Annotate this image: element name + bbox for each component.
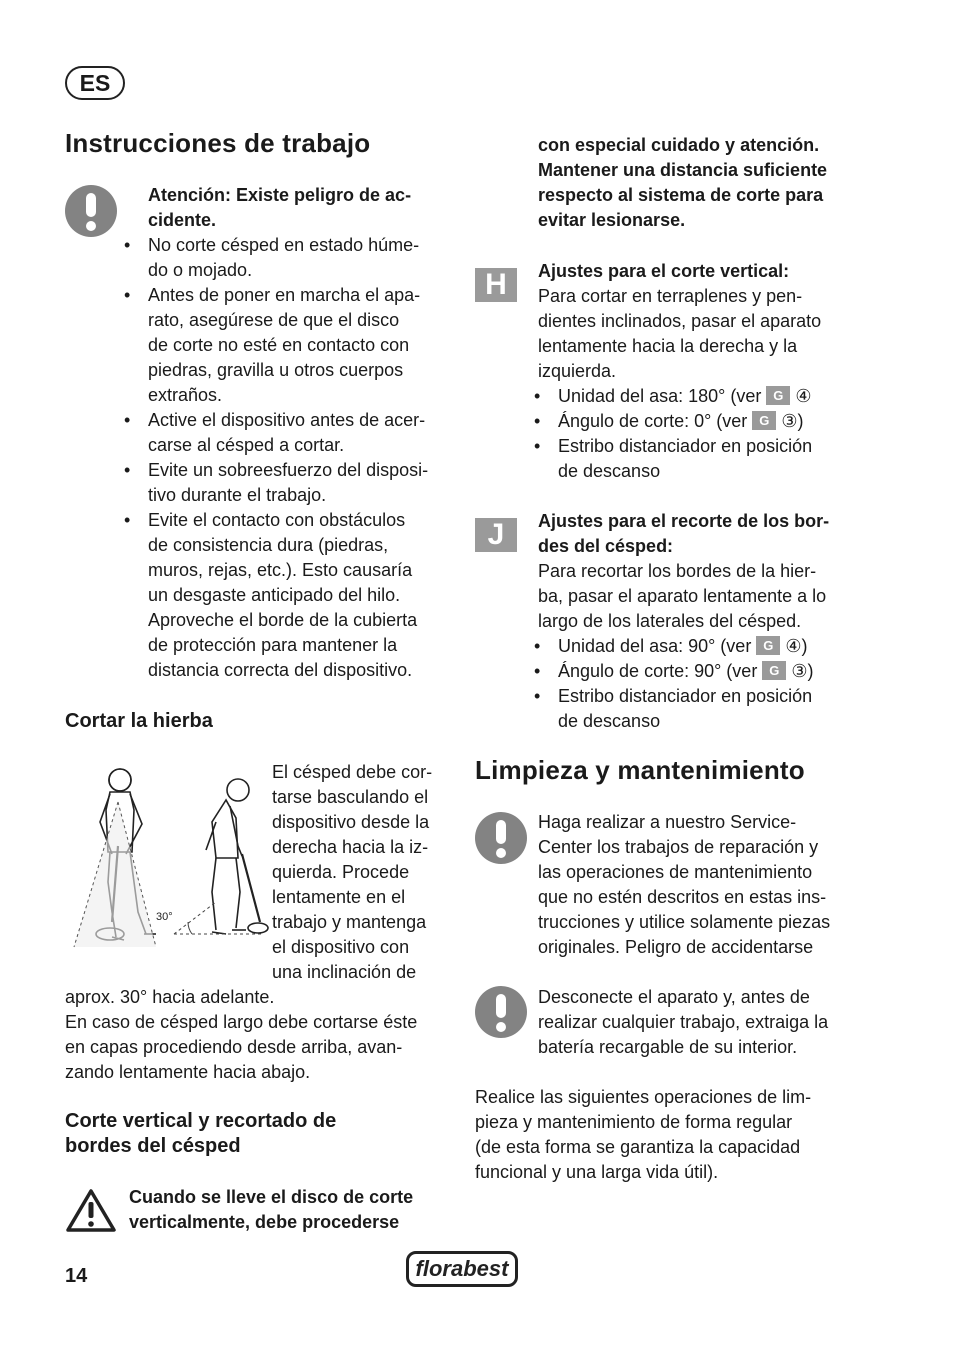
figure-ref-g: G xyxy=(756,636,780,655)
warning-icon xyxy=(65,185,117,237)
caution-triangle-icon xyxy=(65,1187,117,1233)
maintenance-warning-2: Desconecte el aparato y, antes de realizar cualquier trabajo, extraiga la batería recargable de su interior. xyxy=(538,987,829,1057)
maintenance-warning-1: Haga realizar a nuestro Service- Center los trabajos de reparación y las operaciones de mantenimiento que no estén descritos en estas ins- trucciones y utilice solamente piezas originales. Peligro de accidentarse xyxy=(538,812,831,957)
section-title-limpieza: Limpieza y mantenimiento xyxy=(475,755,805,785)
cut-heading: Cortar la hierba xyxy=(65,710,213,732)
h-section: Ajustes para el corte vertical: Para cortar en terraplenes y pen- dientes inclinados, pasar el aparato lentamente hacia la derecha y la izquierda. xyxy=(538,261,822,381)
j-section: Ajustes para el recorte de los bor- des del césped: Para recortar los bordes de la hier- ba, pasar el aparato lentamente a lo largo de los laterales del césped. xyxy=(538,511,830,631)
cut-text-beside: El césped debe cor- tarse basculando el dispositivo desde la derecha hacia la iz- quierda. Procede lentamente en el trabajo y mantenga el dispositivo con una inclinación de xyxy=(272,762,433,982)
cut-text-full: aprox. 30° hacia adelante. En caso de césped largo debe cortarse éste en capas procediendo desde arriba, avan- zando lentamente hacia abajo. xyxy=(65,987,418,1082)
list-item: • Unidad del asa: 180° (ver G ④ xyxy=(530,384,870,409)
caution-continued: con especial cuidado y atención. Mantener una distancia suficiente respecto al sistema de corte para evitar lesionarse. xyxy=(538,135,828,230)
warning-icon xyxy=(475,812,527,864)
list-item: • Unidad del asa: 90° (ver G ④) xyxy=(530,634,870,659)
warning-icon xyxy=(475,986,527,1038)
brand-logo: florabest xyxy=(406,1251,518,1287)
list-item: • Evite un sobreesfuerzo del disposi- tivo durante el trabajo. xyxy=(120,458,460,508)
page-number: 14 xyxy=(65,1265,88,1287)
list-item: • No corte césped en estado húme- do o mojado. xyxy=(120,233,460,283)
figure-ref-j: J xyxy=(475,518,517,552)
mowing-illustration xyxy=(66,762,270,958)
j-bullet-list xyxy=(530,634,870,734)
h-bullet-list xyxy=(530,384,870,484)
vertical-heading: Corte vertical y recortado de bordes del césped xyxy=(65,1110,337,1157)
figure-ref-g: G xyxy=(752,411,776,430)
list-item: • Estribo distanciador en posición de descanso xyxy=(530,434,870,484)
list-item: • Ángulo de corte: 0° (ver G ③) xyxy=(530,409,870,434)
figure-ref-g: G xyxy=(766,386,790,405)
maintenance-text: Realice las siguientes operaciones de lim- pieza y mantenimiento de forma regular (de esta forma se garantiza la capacidad funcional y una larga vida útil). xyxy=(475,1087,812,1182)
figure-ref-g: G xyxy=(762,661,786,680)
list-item: • Ángulo de corte: 90° (ver G ③) xyxy=(530,659,870,684)
angle-label: 30° xyxy=(156,911,173,923)
list-item: • Antes de poner en marcha el apa- rato, asegúrese de que el disco de corte no esté en contacto con piedras, gravilla u otros cuerpos extraños. xyxy=(120,283,460,408)
warning-bullet-list xyxy=(120,233,460,683)
list-item: • Evite el contacto con obstáculos de consistencia dura (piedras, muros, rejas, etc.). Esto causaría un desgaste anticipado del hilo. Aproveche el borde de la cubierta de protección para mantener la distancia correcta del dispositivo. xyxy=(120,508,460,683)
section-title-instrucciones: Instrucciones de trabajo xyxy=(65,128,371,158)
attention-heading: Atención: Existe peligro de ac- cidente. xyxy=(148,185,412,230)
caution-text: Cuando se lleve el disco de corte verticalmente, debe procederse xyxy=(129,1187,414,1232)
list-item: • Active el dispositivo antes de acer- carse al césped a cortar. xyxy=(120,408,460,458)
figure-ref-h: H xyxy=(475,268,517,302)
language-badge: ES xyxy=(65,66,125,100)
list-item: • Estribo distanciador en posición de descanso xyxy=(530,684,870,734)
